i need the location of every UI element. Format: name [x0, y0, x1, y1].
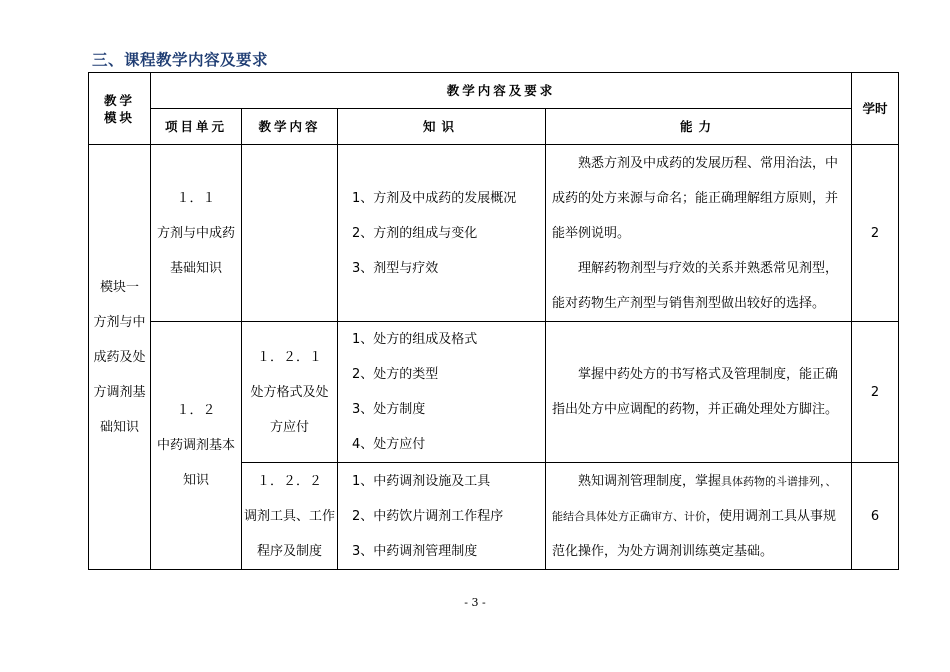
header-ability: 能力: [546, 109, 852, 145]
hours-cell: 2: [852, 145, 899, 322]
header-unit: 项目单元: [151, 109, 242, 145]
ability-cell: 掌握中药处方的书写格式及管理制度，能正确指出处方中应调配的药物，并正确处理处方脚注。: [546, 322, 852, 463]
hours-cell: 2: [852, 322, 899, 463]
knowledge-cell: 1、中药调剂设施及工具 2、中药饮片调剂工作程序 3、中药调剂管理制度: [338, 463, 546, 570]
ability-cell: 熟悉方剂及中成药的发展历程、常用治法，中成药的处方来源与命名；能正确理解组方原则，并能举例说明。 理解药物剂型与疗效的关系并熟悉常见剂型，能对药物生产剂型与销售剂型做出较好的选择。: [546, 145, 852, 322]
section-heading: 三、课程教学内容及要求: [92, 51, 269, 69]
header-module: 教学 模块: [89, 73, 151, 145]
header-teaching-content: 教学内容: [242, 109, 338, 145]
course-content-table: [88, 72, 899, 570]
teaching-content-cell: １．２．１ 处方格式及处 方应付: [242, 322, 338, 463]
unit-cell: １．２ 中药调剂基本 知识: [151, 322, 242, 570]
table-row: [89, 322, 899, 463]
hours-cell: 6: [852, 463, 899, 570]
header-hours: 学时: [852, 73, 899, 145]
ability-cell: 熟知调剂管理制度，掌握具体药物的斗谱排列，、能结合具体处方正确审方、计价，使用调剂工具从事规范化操作，为处方调剂训练奠定基础。: [546, 463, 852, 570]
header-content-requirements: 教学内容及要求: [151, 73, 852, 109]
teaching-content-cell: [242, 145, 338, 322]
header-knowledge: 知识: [338, 109, 546, 145]
unit-cell: １．１ 方剂与中成药 基础知识: [151, 145, 242, 322]
knowledge-cell: 1、方剂及中成药的发展概况 2、方剂的组成与变化 3、剂型与疗效: [338, 145, 546, 322]
knowledge-cell: 1、处方的组成及格式 2、处方的类型 3、处方制度 4、处方应付: [338, 322, 546, 463]
module-cell: 模块一 方剂与中 成药及处 方调剂基 础知识: [89, 145, 151, 570]
page-number: - 3 -: [464, 596, 486, 609]
table-row: [89, 145, 899, 322]
teaching-content-cell: １．２．２ 调剂工具、工作 程序及制度: [242, 463, 338, 570]
